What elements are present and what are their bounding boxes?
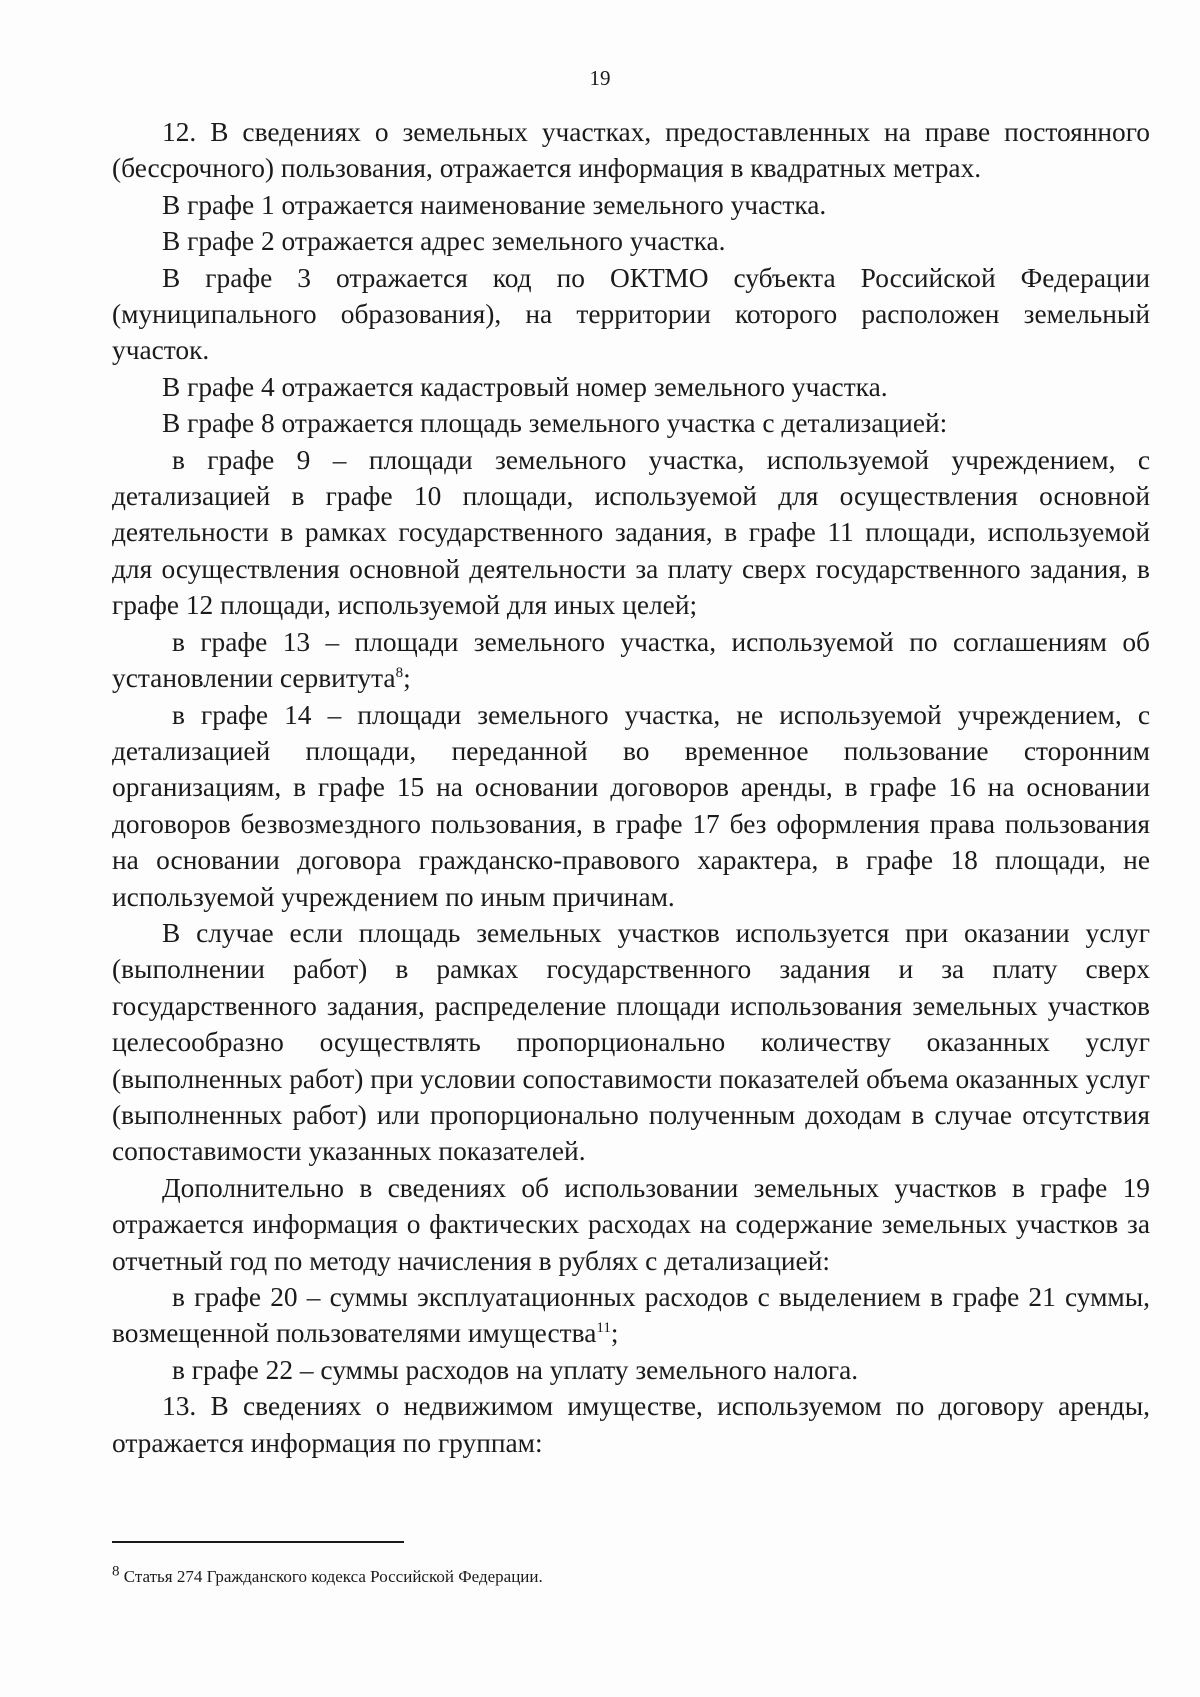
footnote-ref: 8 — [395, 664, 404, 681]
paragraph: В графе 2 отражается адрес земельного участка. — [162, 226, 726, 257]
page-number: 19 — [589, 66, 611, 90]
paragraph-with-footnote-ref — [112, 1279, 1150, 1352]
paragraph: В графе 1 отражается наименование земельного участка. — [162, 189, 827, 220]
footnote-ref: 11 — [596, 1320, 611, 1337]
paragraph-punct: ; — [610, 1318, 619, 1349]
paragraph: В графе 3 отражается код по ОКТМО субъекта Российской Федерации (муниципального образования), на территории которого расположен земельный участок. — [112, 262, 1150, 366]
paragraph-text: в графе 20 – суммы эксплуатационных расходов с выделением в графе 21 суммы, возмещенной пользователями имущества — [112, 1282, 1150, 1349]
paragraph: 13. В сведениях о недвижимом имуществе, используемом по договору аренды, отражается информация по группам: — [112, 1391, 1150, 1458]
paragraph: в графе 14 – площади земельного участка, не используемой учреждением, с детализацией площади, переданной во временное пользование сторонним организациям, в графе 15 на основании договоров аренды, в графе 16 на основании договоров безвозмездного пользования, в графе 17 без оформления права пользования на основании договора гражданско-правового характера, в графе 18 площади, не используемой учреждением по иным причинам. — [112, 699, 1150, 912]
paragraph: Дополнительно в сведениях об использовании земельных участков в графе 19 отражается информация о фактических расходах на содержание земельных участков за отчетный год по методу начисления в рублях с детализацией: — [112, 1172, 1150, 1276]
paragraph: В графе 4 отражается кадастровый номер земельного участка. — [162, 371, 888, 402]
paragraph: В графе 8 отражается площадь земельного участка с детализацией: — [162, 408, 948, 439]
paragraph: 12. В сведениях о земельных участках, предоставленных на праве постоянного (бессрочного) пользования, отражается информация в квадратных метрах. — [112, 117, 1150, 184]
footnote-separator — [112, 1541, 404, 1543]
paragraph: в графе 22 – суммы расходов на уплату земельного налога. — [172, 1354, 859, 1385]
paragraph: В случае если площадь земельных участков используется при оказании услуг (выполнении работ) в рамках государственного задания и за плату сверх государственного задания, распределение площади использования земельных участков целесообразно осуществлять пропорционально количеству оказанных услуг (выполненных работ) при условии сопоставимости показателей объема оказанных услуг (выполненных работ) или пропорционально полученным доходам в случае отсутствия сопоставимости указанных показателей. — [112, 917, 1150, 1167]
footnote-text: Статья 274 Гражданского кодекса Российской Федерации. — [119, 1567, 543, 1586]
document-body — [112, 114, 1150, 1461]
paragraph-punct: ; — [403, 663, 411, 694]
footnote — [112, 1563, 543, 1588]
paragraph-with-footnote-ref — [112, 624, 1150, 697]
paragraph-text: в графе 13 – площади земельного участка, используемой по соглашениям об установлении сервитута — [112, 626, 1150, 694]
footnote-marker: 8 — [112, 1563, 120, 1580]
paragraph: в графе 9 – площади земельного участка, используемой учреждением, с детализацией в графе 10 площади, используемой для осуществления основной деятельности в рамках государственного задания, в графе 11 площади, используемой для осуществления основной деятельности за плату сверх государственного задания, в графе 12 площади, используемой для иных целей; — [112, 444, 1150, 621]
